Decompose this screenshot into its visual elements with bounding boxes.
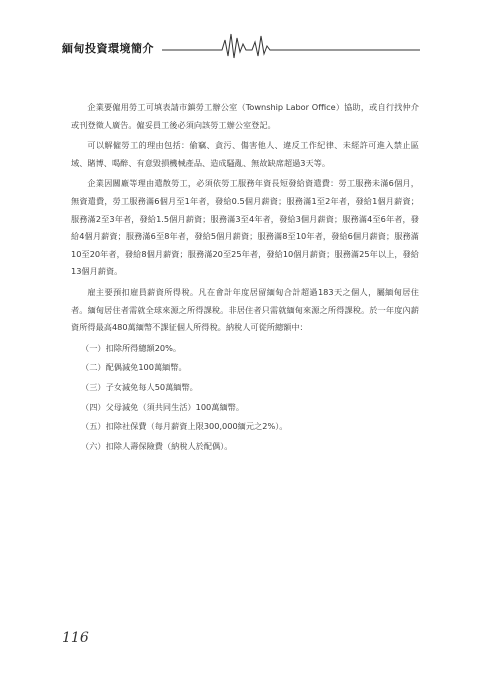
document-body xyxy=(71,99,419,457)
paragraph-income-tax: 雇主要預扣雇員薪資所得稅。凡在會計年度居留緬甸合計超過183天之個人，屬緬甸居住者。緬甸居住者需就全球來源之所得課稅。非居住者只需就緬甸來源之所得課稅。於一年度內薪資所得最高480萬緬幣不課征個人所得稅。納稅人可從所總額中： xyxy=(71,286,419,333)
paragraph-severance: 企業因關廠等理由遣散勞工，必須依勞工服務年資長短發給資遣費：勞工服務未滿6個月，無資遣費，勞工服務滿6個月至1年者，發給0.5個月薪資；服務滿1至2年者，發給1個月薪資；服務滿2至3年者，發給1.5個月薪資；服務滿3至4年者，發給3個月薪資；服務滿4至6年者，發給4個月薪資；服務滿6至8年者，發給5個月薪資；服務滿8至10年者，發給6個月薪資；服務滿10至20年者，發給8個月薪資；服務滿20至25年者，發給10個月薪資；服務滿25年以上，發給13個月薪資。 xyxy=(71,178,419,277)
running-header xyxy=(62,30,420,60)
page-number: 116 xyxy=(62,630,89,646)
deduction-item: （四）父母減免（須共同生活）100萬緬幣。 xyxy=(81,401,245,412)
deduction-list xyxy=(71,340,419,456)
deduction-item: （一）扣除所得總額20%。 xyxy=(81,342,182,353)
deduction-item: （三）子女減免每人50萬緬幣。 xyxy=(81,381,198,392)
paragraph-dismissal: 可以解僱勞工的理由包括：偷竊、貪污、傷害他人、違反工作紀律、未經許可進入禁止區域、賭博、喝醉、有意毀損機械產品、造成騷亂、無故缺席超過3天等。 xyxy=(71,140,419,168)
paragraph-hiring: 企業要僱用勞工可填表請市鎮勞工辦公室（Township Labor Office）協助，或自行找仲介或刊登徵人廣告。僱妥員工後必須向該勞工辦公室登記。 xyxy=(71,102,419,130)
deduction-item: （六）扣除人壽保險費（納稅人於配偶）。 xyxy=(81,440,233,451)
header-title: 緬甸投資環境簡介 xyxy=(62,42,154,55)
deduction-item: （二）配偶減免100萬緬幣。 xyxy=(81,362,187,373)
deduction-item: （五）扣除社保費（每月薪資上限300,000緬元之2%）。 xyxy=(81,421,288,432)
